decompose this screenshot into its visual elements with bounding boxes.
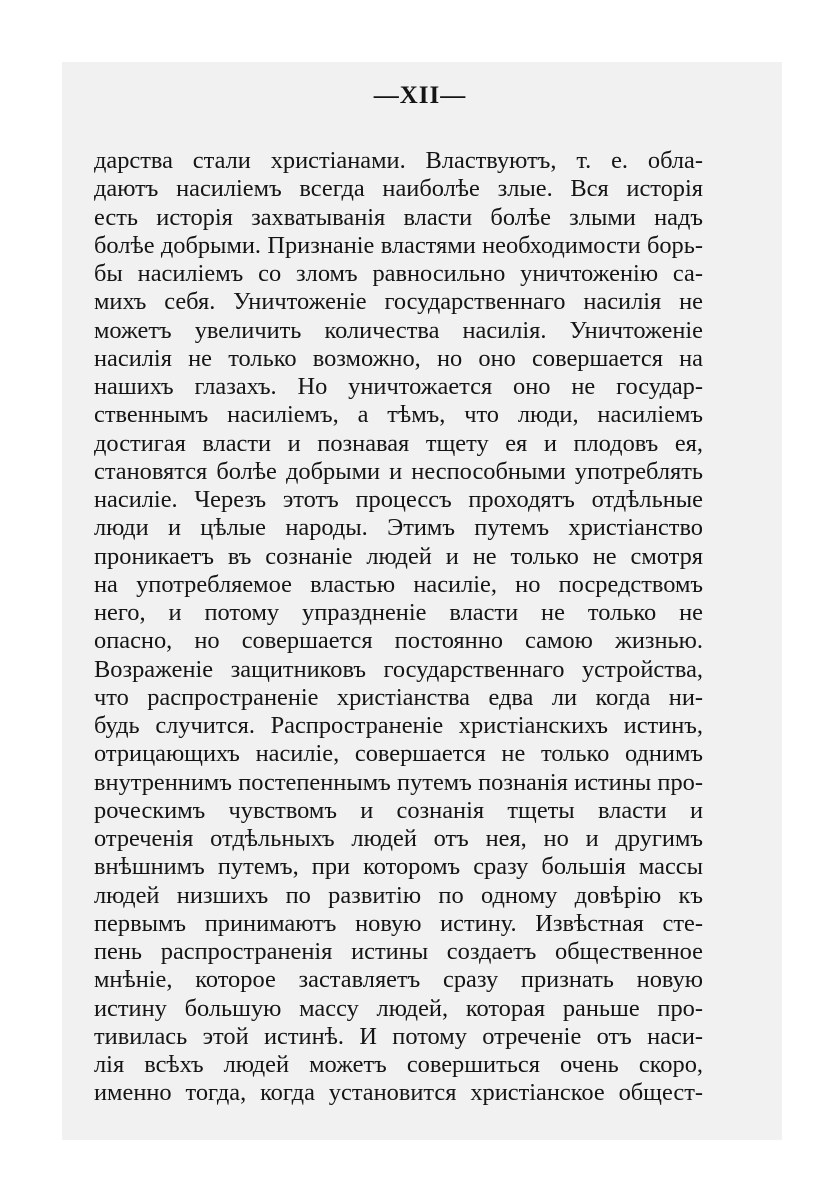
text-line: пень распространенія истины создаетъ общественное (94, 938, 703, 965)
text-line: истину большую массу людей, которая раньше про- (94, 994, 703, 1022)
text-line: есть исторія захватыванія власти болѣе злыми надъ (94, 203, 703, 231)
text-line: мнѣніе, которое заставляетъ сразу признать новую (94, 966, 703, 994)
text-line: первымъ принимаютъ новую истину. Извѣстная сте- (94, 909, 703, 937)
text-line: достигая власти и познавая тщету ея и плодовъ ея, (94, 429, 703, 457)
body-text (94, 147, 703, 1108)
text-line: даютъ насиліемъ всегда наиболѣе злые. Вся исторія (94, 175, 703, 203)
text-line: роческимъ чувствомъ и сознанія тщеты власти и (94, 796, 703, 824)
text-line: можетъ увеличить количества насилія. Уничтоженіе (94, 316, 703, 344)
text-line: насиліе. Черезъ этотъ процессъ проходятъ отдѣльные (94, 486, 703, 513)
text-line: дарства стали христіанами. Властвуютъ, т. е. обла- (94, 147, 703, 174)
text-line: люди и цѣлые народы. Этимъ путемъ христіанство (94, 514, 703, 542)
text-line: болѣе добрыми. Признаніе властями необходимости борь- (94, 231, 703, 259)
text-line: что распространеніе христіанства едва ли когда ни- (94, 683, 703, 711)
text-line: отрицающихъ насиліе, совершается не только однимъ (94, 740, 703, 768)
text-line: именно тогда, когда установится христіанское общест- (94, 1079, 703, 1107)
text-line: внутреннимъ постепеннымъ путемъ познанія истины про- (94, 768, 703, 796)
text-line: ственнымъ насиліемъ, а тѣмъ, что люди, насиліемъ (94, 401, 703, 429)
text-line: михъ себя. Уничтоженіе государственнаго насилія не (94, 288, 703, 316)
text-line: него, и потому упраздненіе власти не только не (94, 599, 703, 626)
text-line: будь случится. Распространеніе христіанскихъ истинъ, (94, 712, 703, 739)
text-line: бы насиліемъ со зломъ равносильно уничтоженію са- (94, 260, 703, 287)
text-line: нашихъ глазахъ. Но уничтожается оно не государ- (94, 373, 703, 400)
text-line: насилія не только возможно, но оно совершается на (94, 344, 703, 372)
text-line: проникаетъ въ сознаніе людей и не только не смотря (94, 542, 703, 570)
page-number: —XII— (373, 82, 467, 109)
text-line: тивилась этой истинѣ. И потому отреченіе отъ наси- (94, 1022, 703, 1050)
text-line: становятся болѣе добрыми и неспособными употреблять (94, 457, 703, 485)
text-line: опасно, но совершается постоянно самою жизнью. (94, 627, 703, 655)
text-line: Возраженіе защитниковъ государственнаго устройства, (94, 655, 703, 683)
text-line: на употребляемое властью насиліе, но посредствомъ (94, 570, 703, 598)
text-line: отреченія отдѣльныхъ людей отъ нея, но и другимъ (94, 825, 703, 852)
text-line: людей низшихъ по развитію по одному довѣрію къ (94, 881, 703, 909)
text-line: лія всѣхъ людей можетъ совершиться очень скоро, (94, 1051, 703, 1078)
text-line: внѣшнимъ путемъ, при которомъ сразу большія массы (94, 853, 703, 881)
